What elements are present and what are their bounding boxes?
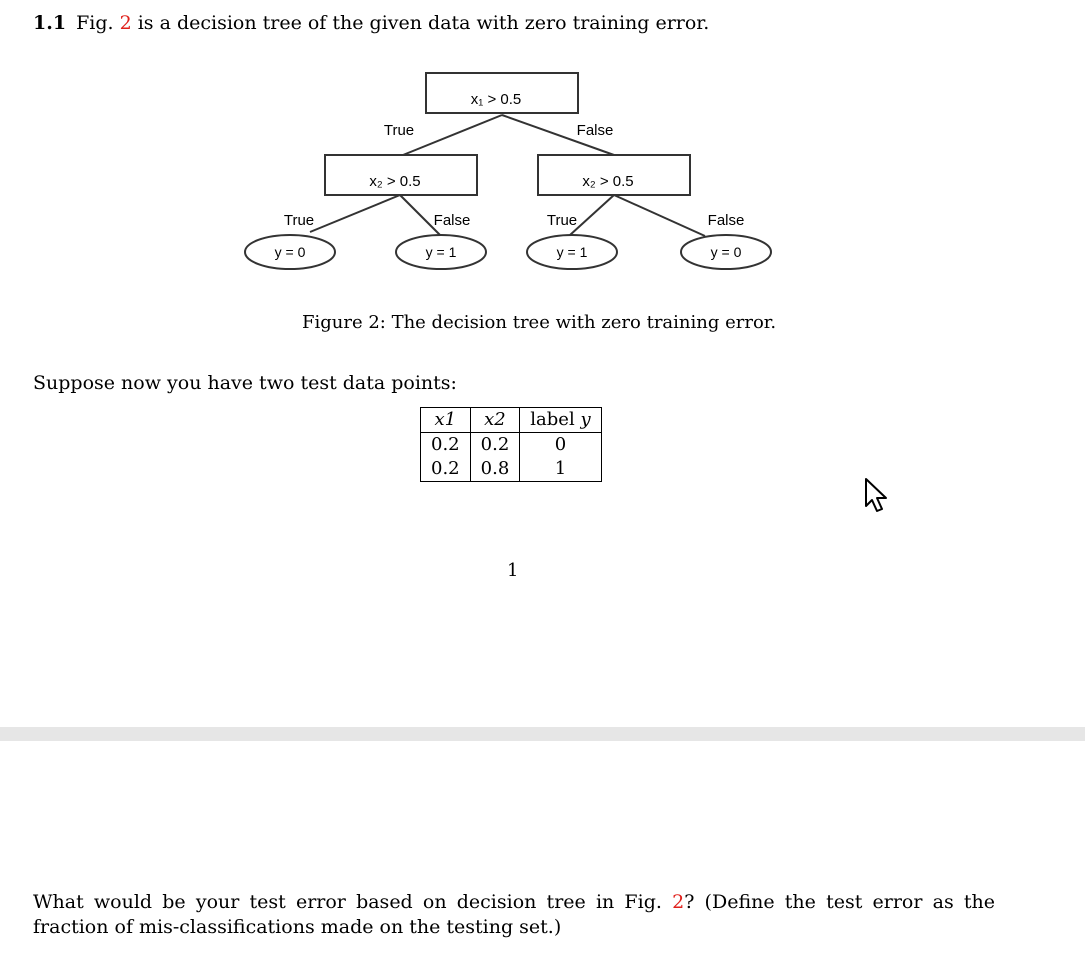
question-text: [33, 890, 995, 940]
question-after: ? (Define the test error as the fraction of mis-classifications made on the testing set.): [33, 891, 995, 938]
page-number: 1: [507, 560, 519, 581]
page-break-divider: [0, 727, 1085, 741]
figure-reference-link[interactable]: 2: [672, 891, 685, 913]
fig-prefix: Fig.: [76, 12, 114, 34]
edge-root-left: [403, 115, 502, 155]
table-cell: 0.8: [470, 457, 520, 482]
right-split-label: x₂ > 0.5: [582, 173, 634, 190]
table-header: x1: [421, 408, 471, 433]
table-row: [421, 457, 602, 482]
figure-caption: Figure 2: The decision tree with zero training error.: [302, 312, 777, 333]
header-label-word: label: [530, 409, 575, 430]
leaf-label: y = 0: [710, 244, 742, 260]
table-cell: 0.2: [421, 457, 471, 482]
edge-label-false: False: [707, 212, 745, 229]
left-split-label: x₂ > 0.5: [369, 173, 421, 190]
edge-left-left: [310, 195, 400, 232]
table-cell: 0.2: [470, 433, 520, 458]
heading-text: is a decision tree of the given data with zero training error.: [137, 12, 710, 34]
leaf-label: y = 0: [274, 244, 306, 260]
root-node-label: x₁ > 0.5: [470, 91, 522, 108]
leaf-label: y = 1: [425, 244, 457, 260]
table-cell: 0.2: [421, 433, 471, 458]
edge-label-true: True: [546, 212, 578, 229]
leaf-label: y = 1: [556, 244, 588, 260]
edge-label-true: True: [283, 212, 315, 229]
table-header-row: [421, 408, 602, 433]
decision-tree-diagram: [0, 0, 1085, 300]
figure-reference-link[interactable]: 2: [119, 12, 132, 34]
edge-label-false: False: [433, 212, 471, 229]
test-data-intro: Suppose now you have two test data points:: [33, 372, 457, 394]
table-header: x2: [470, 408, 520, 433]
test-data-table: [420, 407, 602, 482]
table-cell: 0: [520, 433, 601, 458]
table-row: [421, 433, 602, 458]
mouse-cursor-icon: [860, 476, 894, 516]
question-before: What would be your test error based on decision tree in Fig.: [33, 891, 662, 913]
edge-right-right: [614, 195, 705, 236]
edge-label-true: True: [383, 122, 415, 139]
table-header: [520, 408, 601, 433]
table-cell: 1: [520, 457, 601, 482]
header-label-var: y: [580, 409, 591, 430]
edge-label-false: False: [576, 122, 614, 139]
section-number: 1.1: [33, 12, 67, 34]
